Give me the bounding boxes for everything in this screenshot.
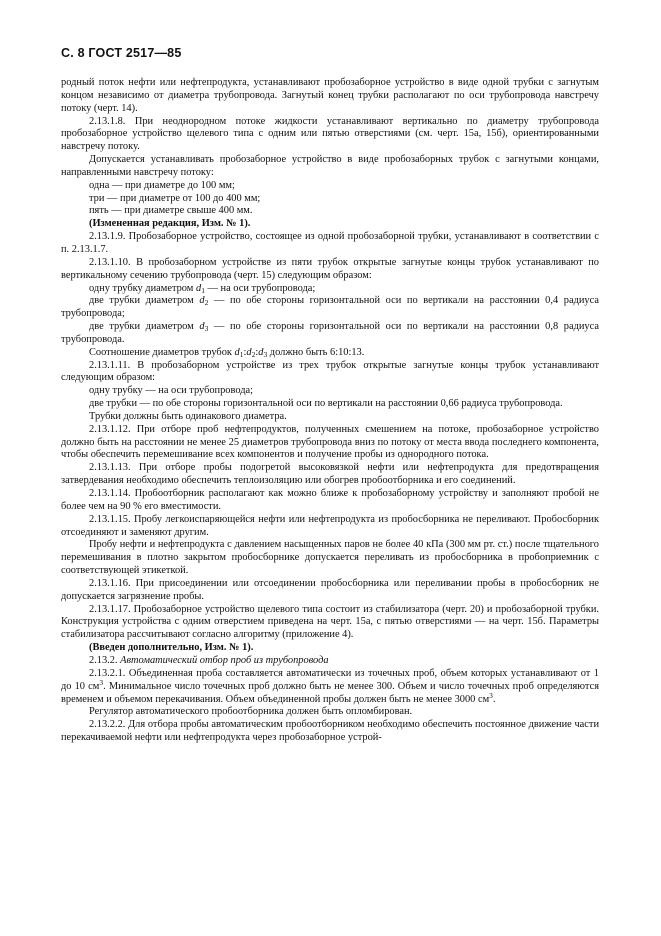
section-heading-2-13-2: 2.13.2. Автоматический отбор проб из трубопровода	[89, 654, 329, 666]
clause-2-13-1-12: 2.13.1.12. При отборе проб нефтепродуктов, полученных смешением на потоке, пробозаборное устройство должно быть на расстоянии не менее 25 диаметров трубопровода вниз по потоку от места ввода последнего компонента, чтобы обеспечить перемешивание всех компонентов и получение пробы из однородного потока.	[61, 423, 599, 461]
list-item-tubes-d2: две трубки диаметром $d_2$ — по обе стороны горизонтальной оси по вертикали на расстоянии 0,4 радиуса трубопровода;	[61, 295, 599, 320]
document-body	[61, 77, 599, 745]
list-item-one-tube: одна — при диаметре до 100 мм;	[89, 179, 235, 191]
clause-2-13-2-1: 2.13.2.1. Объединенная проба составляется автоматически из точечных проб, объем которых устанавливают от 1 до 10 $см^3$. Минимальное число точечных проб должно быть не менее 300. Объем и число точечных проб определяются временем и объемом перекачивания. Объем объединенной пробы должен быть не менее 3000 $см^3$.	[61, 667, 599, 705]
paragraph-vapour-pressure: Пробу нефти и нефтепродукта с давлением насыщенных паров не более 40 кПа (300 мм рт. ст.) после тщательного перемешивания в плотно закрытом пробосборнике допускается переливать из пробосборника в пробоприемник с соответствующей этикеткой.	[61, 539, 599, 577]
amendment-note: (Измененная редакция, Изм. № 1).	[89, 218, 251, 230]
diameter-ratio: Соотношение диаметров трубок $d_1:d_2:d_3$ должно быть 6:10:13.	[89, 346, 365, 359]
paragraph-same-diameter: Трубки должны быть одинакового диаметра.	[89, 410, 287, 422]
clause-2-13-1-16: 2.13.1.16. При присоединении или отсоединении пробосборника или переливании пробы в пробосборник не допускается загрязнение пробы.	[61, 577, 599, 602]
addition-note: (Введен дополнительно, Изм. № 1).	[89, 642, 254, 654]
clause-2-13-1-17: 2.13.1.17. Пробозаборное устройство щелевого типа состоит из стабилизатора (черт. 20) и пробозаборной трубки. Конструкция устройства с одним отверстием приведена на черт. 15а, с пятью отверстиями — на черт. 15б. Параметры стабилизатора рассчитывают согласно алгоритму (приложение 4).	[61, 603, 599, 641]
clause-2-13-2-2: 2.13.2.2. Для отбора пробы автоматическим пробоотборником необходимо обеспечить постоянное движение части перекачиваемой нефти или нефтепродукта через пробозаборное устрой-	[61, 719, 599, 744]
clause-2-13-1-11: 2.13.1.11. В пробозаборном устройстве из трех трубок открытые загнутые концы трубок устанавливают следующим образом:	[61, 359, 599, 384]
paragraph-tubes-allowed: Допускается устанавливать пробозаборное устройство в виде пробозаборных трубок с загнутыми концами, направленными навстречу потоку:	[61, 154, 599, 178]
clause-2-13-1-13: 2.13.1.13. При отборе пробы подогретой высоковязкой нефти или нефтепродукта для предотвращения затвердевания необходимо обеспечить теплоизоляцию или обогрев пробоотборника и его соединений.	[61, 462, 599, 487]
clause-2-13-1-8: 2.13.1.8. При неоднородном потоке жидкости устанавливают вертикально по диаметру трубопровода пробозаборное устройство щелевого типа с одним или пятью отверстиями (см. черт. 15а, 15б), ориентированными навстречу потоку.	[61, 115, 599, 153]
clause-2-13-1-9: 2.13.1.9. Пробозаборное устройство, состоящее из одной пробозаборной трубки, устанавливают в соответствии с п. 2.13.1.7.	[61, 231, 599, 255]
clause-2-13-1-15: 2.13.1.15. Пробу легкоиспаряющейся нефти или нефтепродукта из пробосборника не переливают. Пробосборник отсоединяют и заменяют другим.	[61, 513, 599, 538]
list-item-tubes-d3: две трубки диаметром $d_3$ — по обе стороны горизонтальной оси по вертикали на расстоянии 0,8 радиуса трубопровода.	[61, 321, 599, 345]
clause-2-13-1-10: 2.13.1.10. В пробозаборном устройстве из пяти трубок открытые загнутые концы трубок устанавливают по вертикальному сечению трубопровода (черт. 15) следующим образом:	[61, 256, 599, 281]
list-item-axis-tube: одну трубку — на оси трубопровода;	[89, 385, 254, 397]
list-item-two-tubes: две трубки — по обе стороны горизонтальной оси по вертикали на расстоянии 0,66 радиуса трубопровода.	[89, 398, 563, 410]
paragraph-regulator-sealed: Регулятор автоматического пробоотборника должен быть опломбирован.	[89, 706, 413, 718]
paragraph-continuation: родный поток нефти или нефтепродукта, устанавливают пробозаборное устройство в виде одной трубки с загнутым концом независимо от диаметра трубопровода. Загнутый конец трубки располагают по оси трубопровода навстречу потоку (черт. 14).	[61, 77, 599, 114]
list-item-three-tubes: три — при диаметре от 100 до 400 мм;	[89, 192, 261, 204]
page-header: С. 8 ГОСТ 2517—85	[61, 46, 182, 60]
clause-2-13-1-14: 2.13.1.14. Пробоотборник располагают как можно ближе к пробозаборному устройству и заполняют пробой не более чем на 90 % его вместимости.	[61, 488, 599, 512]
list-item-tube-d1: одну трубку диаметром $d_1$ — на оси трубопровода;	[89, 282, 316, 295]
list-item-five-tubes: пять — при диаметре свыше 400 мм.	[89, 205, 253, 217]
